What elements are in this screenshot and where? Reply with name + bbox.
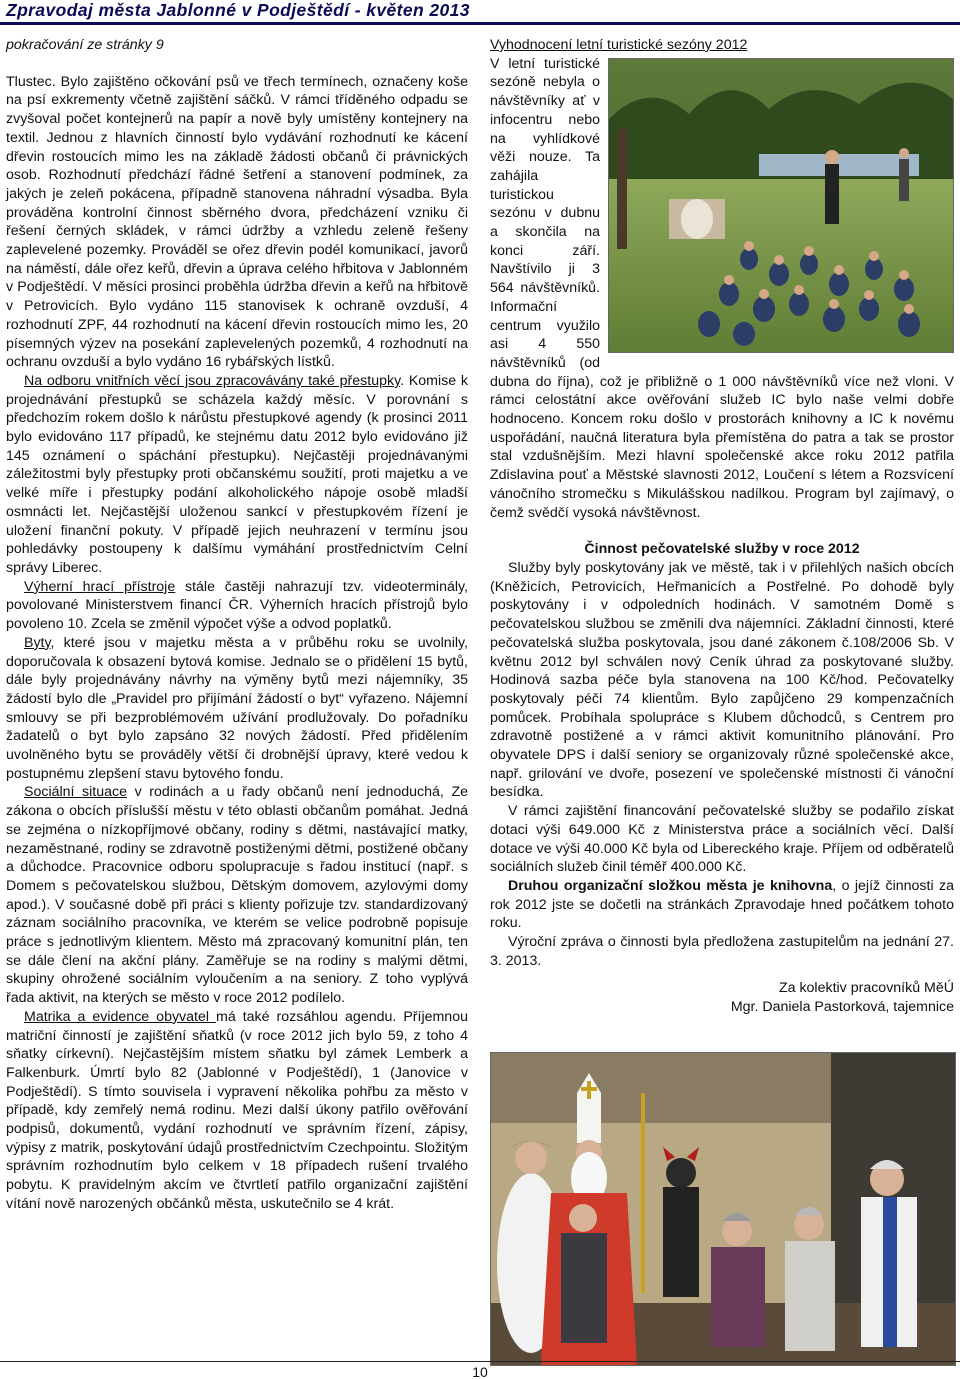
gaming-text: stále častěji nahrazují tzv. videoterminály, povolované Ministerstvem financí ČR. Výherních hracích přístrojů bylo povoleno 10. Zcela se změnil výpočet výše a odvod poplatků. [6,578,468,633]
registry-text: má také rozsáhlou agendu. Příjemnou matriční činností je zajištění sňatků (v roce 2012 jich bylo 59, z toho 4 sňatky církevní). Nejčastějším místem sňatku byl zámek Lemberk a Falkenburk. Úmrtí bylo 82 (Jablonné v Podještědí), 1 (Janovice v Podještědí). S tímto souvisela i vypravení několika pohřbu za město v případě, kdy zemřelý nemá rodinu. Mezi další úkony patřilo ověřování podpisů, dokumentů, vydání rozhodnutí ve správním řízení, zápisy, výpisy z matrik, poskytování údajů prostřednictvím Czechpointu. Složitým správním rozhodnutím bylo celkem v 18 případech rušení trvalého pobytu. K pravidelným akcím ve čtvrtletí patřilo organizační zajištění vítání nově narozených občánků města, uskutečnilo se 4 krát. [6,1008,468,1212]
offences-text: . Komise k projednávání přestupků se scházela každý měsíc. V porovnání s předchozím rokem došlo k nárůstu přestupkové agendy (k prosinci 2011 bylo evidováno 117 případů, ke stejnému datu 2012 bylo evidováno již 145 oznámení o spáchání přestupku). Nejčastěji projednávanými záležitostmi byly přestupky proti občanskému soužití, proti majetku a ve velké míře i přestupky podání alkoholického nápoje osobě mladší osmnácti let. Nejčastější uloženou sankcí v přestupkovém řízení je uložení finanční pokuty. V případě jejich neuhrazení v termínu jsou pohledávky postoupeny k dalšímu vymáhání prostřednictvím Celní správy Liberec. [6,372,468,576]
registry-paragraph [6,1008,468,1214]
offences-heading: Na odboru vnitřních věcí jsou zpracovávány také přestupky [24,372,401,389]
gaming-heading: Výherní hrací přístroje [24,578,176,595]
social-heading: Sociální situace [24,784,127,801]
flats-paragraph [6,634,468,784]
tourism-block [490,55,954,523]
newsletter-title: Zpravodaj města Jablonné v Podještědí - květen 2013 [6,0,470,20]
header-divider [0,22,960,25]
gaming-paragraph [6,578,468,634]
annual-report-paragraph: Výroční zpráva o činnosti byla předložena zastupitelům na jednání 27. 3. 2013. [490,934,954,969]
signature-name: Mgr. Daniela Pastorková, tajemnice [730,999,954,1016]
library-heading: Druhou organizační složkou města je knihovna [508,877,833,894]
saint-nicholas-photo-image [491,1053,955,1365]
social-paragraph [6,783,468,1007]
social-text: v rodinách a u řady občanů není jednoduchá, Ze zákona o obcích příslušší městu v této oblasti občanům pomáhat. Jedná se zejména o nízkopříjmové občany, rodiny s dětmi, nastávající matky, nezaměstnané, rodiny se zdravotně postiženými dětmi, postižené občany a důchodce. Pracovnice odboru spolupracuje s řadou institucí (např. s Domem s pečovatelskou službou, Dětským domovem, azylovými domy apod.). V současné době při práci s klienty pořizuje tzv. standardizovaný záznam sociálního pracovníka, ve kterém se velice podrobně popisuje práce s jednotlivým klientem. Město má zpracovaný komunitní plán, ten se dále člení na akční plány. Zaměřuje se na rodiny s malými dětmi, skupiny ohrožené sociálním vyloučením a na seniory. Z toho vyplývá řada aktivit, na kterých se město v roce 2012 podílelo. [6,784,468,1007]
summer-camp-photo [608,58,954,353]
environment-paragraph: Tlustec. Bylo zajištěno očkování psů ve třech termínech, označeny koše na psí exkrementy včetně zajištění sáčků. V rámci tříděného odpadu se zvyšoval počet kontejnerů na papír a nově byly umístěny kontejnery na textil. Jednou z hlavních činností bylo vydávání rozhodnutí ke kácení dřevin rostoucích mimo les na základě žádosti občanů či právnických osob. Rozhodnutí předchází řádné šetření a stanovení podmínek, za jakých je zeleň pokácena, případně stanovena náhradní výsadba. Byla prováděna kontrolní činnost sběrného dvora, předcházení vzniku či řešení černých skládek, v rámci údržby a vzhledu zeleně řešeny zaplevelené pozemky. Prováděl se ořez dřevin podél komunikací, javorů na náměstí, dále ořez keřů, dřevin a úprava celého hřbitova v Jablonném v Podještědí. V měsíci prosinci proběhla údržba dřevin a keřů na hřbitově v Petrovicích. Bylo vydáno 115 stanovisek k ochraně ovzduší, 4 rozhodnutí ZPF, 44 rozhodnutí na kácení dřevin rostoucích mimo les, 20 písemných výzev na posekání zaplevelených pozemků, 4 rozhodnutí na ochranu ovzduší a bylo vydáno 16 rybářských lístků. [6,73,468,371]
flats-text: , které jsou v majetku města a v průběhu roku se uvolnily, doporučovala k obsazení bytová komise. Jednalo se o přidělení 15 bytů, dále byly projednávány návrhy na výměny bytů mezi nájemníky, 35 žádostí bylo dle „Pravidel pro přijímání žádostí o byt“ vyřazeno. Nájemní smlouvy se při bezproblémovém užívání prodlužovaly. Do pořadníku žadatelů o byt bylo zapsáno 32 nových žádostí. Před přidělením uvolněného bytu se prováděly větší či drobnější úpravy, které vedou k postupnému zlepšení stavu bytového fondu. [6,634,468,782]
saint-nicholas-photo [490,1052,956,1366]
offences-paragraph [6,372,468,578]
care-heading: Činnost pečovatelské služby v roce 2012 [584,541,860,558]
care-paragraph-1: Služby byly poskytovány jak ve městě, tak i v přilehlých našich obcích (Kněžicích, Petrovicích, Heřmanicích a Postřelné. Po dohodě byly poskytovány i v odpoledních hodinách. V samotném Domě s pečovatelskou službou se změnili dva nájemníci. Základní činnosti, které pečovatelská služba poskytovala, jsou dané zákonem č.108/2006 Sb. V květnu 2012 byl schválen nový Ceník úhrad za poskytované služby. Hodinová sazba péče byla stanovena na 100 Kč/hod. Pečovatelky poskytovaly péči 74 klientům. Bylo zapůjčeno 29 kompenzačních pomůcek. Probíhala spolupráce s Klubem důchodců, s Centrem pro zdravotně postižené a v rámci aktivit komunitního plánování. Pro obyvatele DPS i další seniory se organizovaly různé společenské akce, např. grilování ve dvoře, posezení ve společenské místnosti či vánoční besídka. [490,559,954,801]
right-column [490,36,954,1017]
tourism-heading: Vyhodnocení letní turistické sezóny 2012 [490,37,748,53]
left-column [6,36,468,1214]
summer-camp-photo-image [609,59,953,352]
flats-heading: Byty [24,634,51,651]
registry-heading: Matrika a evidence obyvatel [24,1008,217,1025]
page-number: 10 [472,1364,488,1380]
care-paragraph-2: V rámci zajištění financování pečovatelské služby se podařilo získat dotaci výši 649.000 Kč z Ministerstva práce a sociálních věcí. Další dotace ve výši 40.000 Kč byla od Libereckého kraje. Příjem od odběratelů sociálních služeb činil téměř 400.000 Kč. [490,803,954,876]
library-text: , o jejíž činnosti za rok 2012 jste se dočetli na stránkách Zpravodaje hned počátkem tohoto roku. [490,877,954,932]
continuation-label: pokračování ze stránky 9 [6,37,164,53]
signature-team: Za kolektiv pracovníků MěÚ [778,980,954,997]
footer-divider [0,1361,960,1362]
tourism-text: V letní turistické sezóně nebyla o návštěvníky ať v infocentru nebo na vyhlídkové věži nouze. Ta zahájila turistickou sezónu v dubnu a skončila na konci září. Navštívilo ji 3 564 návštěvníků. Informační centrum využilo asi 4 550 návštěvníků (od dubna do října), což je přibližně o 1 000 návštěvníků více než vloni. V rámci celostátní akce ověřování služeb IC bylo naše velmi dobře hodnoceno. Koncem roku došlo v prostorách knihovny a IC k novému uspořádání, naučná literatura byla přemístěna do patra a tak se prostor stal vzdušnějším. Mezi hlavní společenské akce roku 2012 patřila Zdislavina pouť a Městské slavnosti 2012, Loučení s létem a Rozsvícení vánočního stromečku s Mikulášskou nadílkou. Program byl zajímavý, o čemž svědčí vysoká návštěvnost. [490,55,954,521]
library-paragraph [490,877,954,933]
page-header [0,0,960,22]
